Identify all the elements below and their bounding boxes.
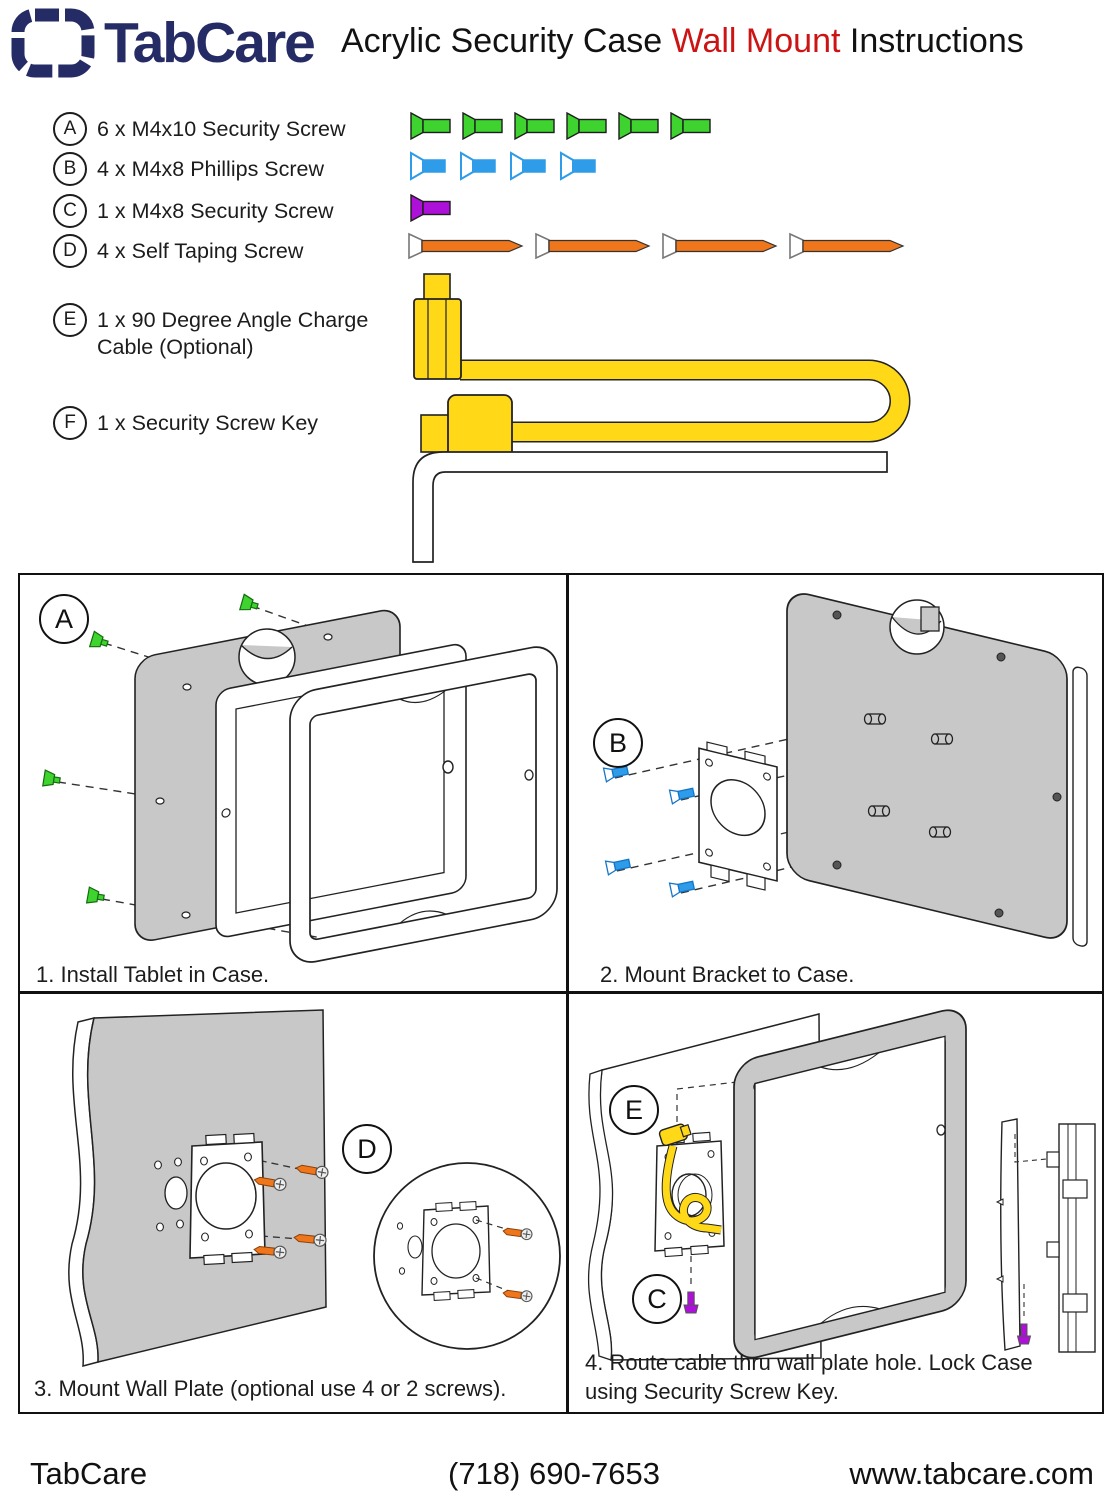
part-badge-b: B (53, 152, 87, 186)
self-taping-screw-icon (662, 233, 780, 259)
part-label-c: 1 x M4x8 Security Screw (97, 199, 334, 223)
part-badge-d: D (53, 234, 87, 268)
part-badge-a: A (53, 112, 87, 146)
brand-name: TabCare (104, 11, 314, 75)
step4-badge-cable: E (609, 1085, 659, 1135)
step1-caption: 1. Install Tablet in Case. (36, 962, 270, 987)
title-highlight: Wall Mount (671, 22, 841, 60)
self-taping-screw-icon (408, 233, 526, 259)
phillips-screw-icons-b (410, 152, 598, 180)
security-screw-icon-c (410, 194, 452, 222)
step3-illustration (20, 994, 566, 1412)
step4-caption: 4. Route cable thru wall plate hole. Lock Case using Security Screw Key. (585, 1350, 1033, 1404)
part-badge-f: F (53, 406, 87, 440)
footer-brand: TabCare (30, 1456, 148, 1491)
step3-panel (20, 994, 566, 1412)
step1-illustration (20, 575, 566, 991)
step1-panel (20, 575, 566, 991)
security-screw-icon (462, 112, 504, 140)
security-screw-icon (514, 112, 556, 140)
step4-badge-screw: C (632, 1274, 682, 1324)
step2-badge: B (593, 718, 643, 768)
phillips-screw-icon (510, 152, 548, 180)
part-label-d: 4 x Self Taping Screw (97, 239, 304, 263)
detail-bubble (374, 1163, 560, 1349)
part-label-a: 6 x M4x10 Security Screw (97, 117, 346, 141)
step2-panel (569, 575, 1102, 991)
security-screw-icon (618, 112, 660, 140)
blue-screw-icons (604, 763, 695, 896)
part-badge-c: C (53, 194, 87, 228)
part-label-f: 1 x Security Screw Key (97, 411, 319, 435)
page-title (341, 22, 1024, 61)
footer-phone: (718) 690-7653 (448, 1456, 660, 1491)
part-badge-e: E (53, 303, 87, 337)
side-view (997, 1119, 1095, 1352)
step3-badge: D (342, 1124, 392, 1174)
steps-grid (18, 573, 1104, 1414)
security-screw-icon (670, 112, 712, 140)
part-label-b: 4 x M4x8 Phillips Screw (97, 157, 325, 181)
step1-badge: A (39, 594, 89, 644)
security-screw-icon (410, 194, 452, 222)
self-taping-screw-icon (535, 233, 653, 259)
brand-logo (8, 6, 314, 80)
part-label-e: 1 x 90 Degree Angle Charge Cable (Optional) (97, 308, 369, 359)
title-prefix: Acrylic Security Case (341, 22, 672, 60)
step3-caption: 3. Mount Wall Plate (optional use 4 or 2 screws). (34, 1376, 507, 1401)
security-screw-icons-a (410, 112, 712, 140)
hex-key-icon (405, 440, 895, 570)
charge-cable-icon (405, 268, 915, 468)
step4-panel (569, 994, 1102, 1412)
security-screw-icon (566, 112, 608, 140)
tabcare-logo-icon (8, 6, 98, 80)
self-taping-screw-icons-d (408, 233, 907, 259)
security-screw-icon (410, 112, 452, 140)
step2-caption: 2. Mount Bracket to Case. (600, 962, 855, 987)
phillips-screw-icon (410, 152, 448, 180)
self-taping-screw-icon (789, 233, 907, 259)
title-suffix: Instructions (840, 22, 1024, 60)
phillips-screw-icon (460, 152, 498, 180)
footer-website[interactable]: www.tabcare.com (849, 1456, 1094, 1491)
phillips-screw-icon (560, 152, 598, 180)
step2-illustration (569, 575, 1102, 991)
